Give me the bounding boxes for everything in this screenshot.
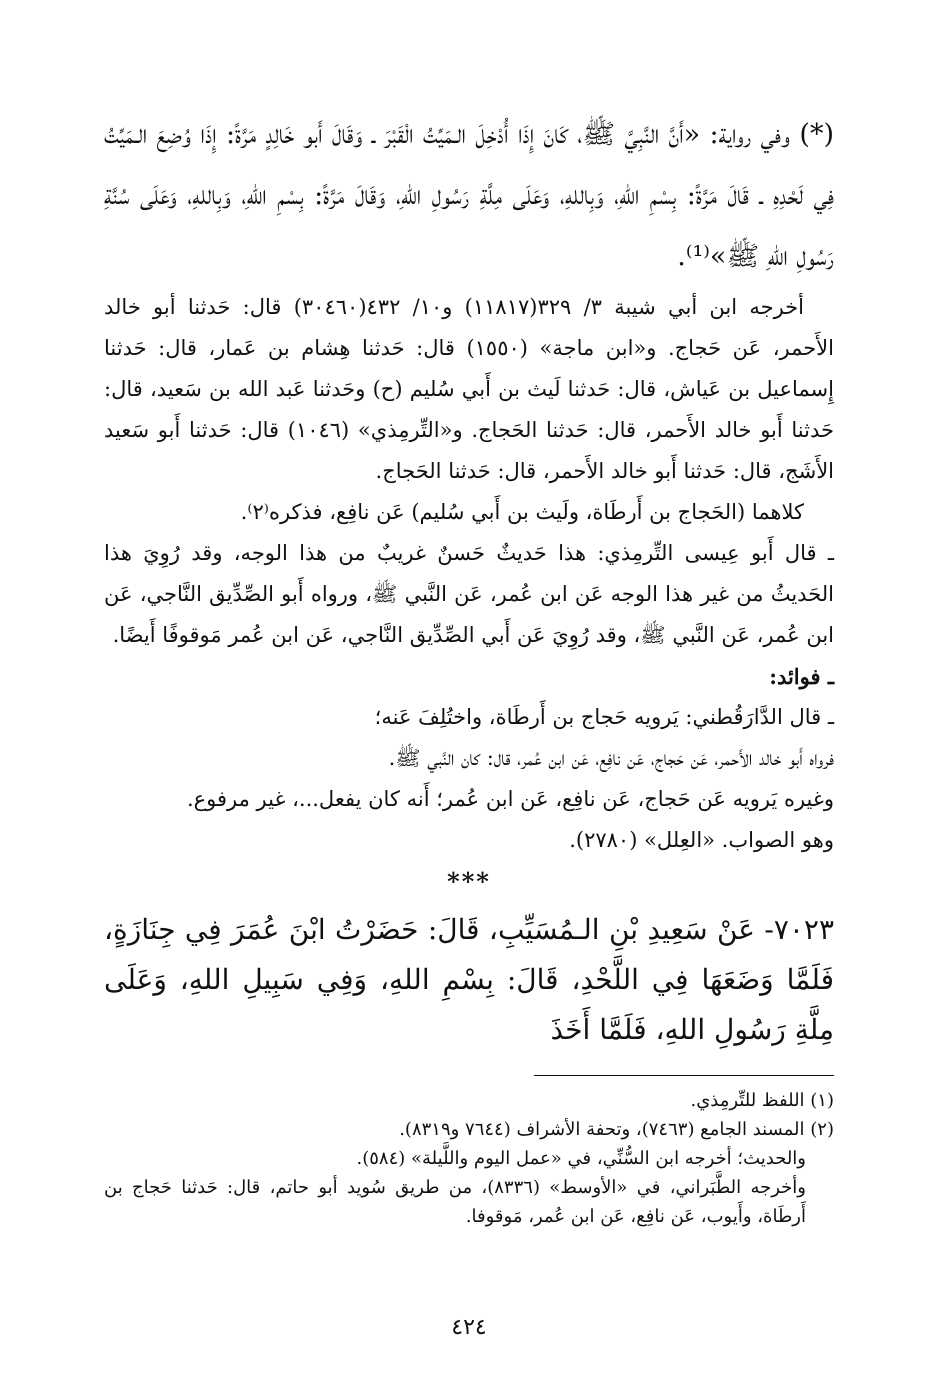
takhrij-paragraph: أخرجه ابن أبي شيبة ٣/ ٣٢٩(١١٨١٧) و١٠/ ٤٣٢(٣٠٤٦٠) قال: حَدثنا أبو خالد الأَحمر، عَن حَجاج. و«ابن ماجة» (١٥٥٠) قال: حَدثنا هِشام بن عَمار، قال: حَدثنا إِسماعيل بن عَياش، قال: حَدثنا لَيث بن أَبي سُليم (ح) وحَدثنا عَبد الله بن سَعيد، قال: حَدثنا أَبو خالد الأَحمر، قال: حَدثنا الحَجاج. و«التِّرمِذي» (١٠٤٦) قال: حَدثنا أَبو سَعيد الأَشَج، قال: حَدثنا أَبو خالد الأَحمر، قال: حَدثنا الحَجاج. <box>104 295 834 483</box>
daraqutni-line-3: وغيره يَرويه عَن حَجاج، عَن نافِع، عَن ابن عُمر؛ أَنه كان يفعل...، غير مرفوع. <box>186 787 834 811</box>
footnote-rule <box>534 1075 834 1076</box>
both-narrators-paragraph: كلاهما (الحَجاج بن أَرطَاة، ولَيث بن أَبي سُليم) عَن نافِع، فذكره⁽٢⁾. <box>240 500 804 524</box>
footnote-2-continuation-a: والحديث؛ أخرجه ابن السُّنِّي، في «عمل اليوم واللَّيلة» (٥٨٤). <box>356 1148 806 1169</box>
page-number: ٤٢٤ <box>451 1315 487 1340</box>
daraqutni-line-1: ـ قال الدَّارَقُطني: يَرويه حَجاج بن أَرطَاة، واختُلِفَ عَنه؛ <box>374 705 834 729</box>
tirmidhi-note: ـ قال أَبو عِيسى التِّرمِذي: هذا حَديثٌ حَسنٌ غريبٌ من هذا الوجه، وقد رُوِيَ هذا الحَديثُ من غير هذا الوجه عَن ابن عُمر، عَن النَّبي ﷺ، ورواه أَبو الصِّدِّيق النَّاجي، عَن ابن عُمر، عَن النَّبي ﷺ، وقد رُوِيَ عَن أَبي الصِّدِّيق النَّاجي، عَن ابن عُمر مَوقوفًا أَيضًا. <box>104 541 834 647</box>
footnote-2: (٢) المسند الجامع (٧٤٦٣)، وتحفة الأشراف (٧٦٤٤ و٨٣١٩). <box>399 1119 834 1140</box>
footnotes <box>104 1086 834 1231</box>
footnote-1: (١) اللفظ للتِّرمِذي. <box>690 1090 834 1111</box>
next-hadith-text: ٧٠٢٣- عَنْ سَعِيدِ بْنِ الـمُسَيِّبِ، قَالَ: حَضَرْتُ ابْنَ عُمَرَ فِي جِنَازَةٍ، فَلَمَّا وَضَعَهَا فِي اللَّحْدِ، قَالَ: بِسْمِ اللهِ، وَفِي سَبِيلِ اللهِ، وَعَلَى مِلَّةِ رَسُولِ اللهِ، فَلَمَّا أَخَذَ <box>104 913 834 1046</box>
section-separator: *** <box>447 867 491 896</box>
fawaid-heading: ـ فوائد: <box>769 664 834 689</box>
daraqutni-line-2: فرواه أَبو خالد الأَحمر، عَن حَجاج، عَن نافِع، عَن ابن عُمر، قال: كان النَّبي ﷺ. <box>388 746 834 770</box>
hadith-variant-text: (*) وفي رواية: «أَنَّ النَّبِيَّ ﷺ، كَانَ إِذَا أُدْخِلَ الـمَيِّتُ الْقَبْرَ ـ وَقَالَ أَبو خَالِدٍ مَرَّةً: إِذَا وُضِعَ الـمَيِّتُ فِي لَحْدِهِ ـ قَالَ مَرَّةً: بِسْمِ اللهِ، وَبِاللهِ، وَعَلَى مِلَّةِ رَسُولِ اللهِ، وَقَالَ مَرَّةً: بِسْمِ اللهِ، وَبِاللهِ، وَعَلَى سُنَّةِ رَسُولِ اللهِ ﷺ»⁽¹⁾. <box>104 119 834 272</box>
footnote-2-continuation-b: وأخرجه الطَّبَراني، في «الأوسط» (٨٣٣٦)، من طريق سُويد أبو حاتم، قال: حَدثنا حَجاج بن أَرطَاة، وأَيوب، عَن نافِع، عَن ابن عُمر، مَوقوفا. <box>104 1177 806 1227</box>
daraqutni-line-4: وهو الصواب. «العِلل» (٢٧٨٠). <box>569 828 834 852</box>
